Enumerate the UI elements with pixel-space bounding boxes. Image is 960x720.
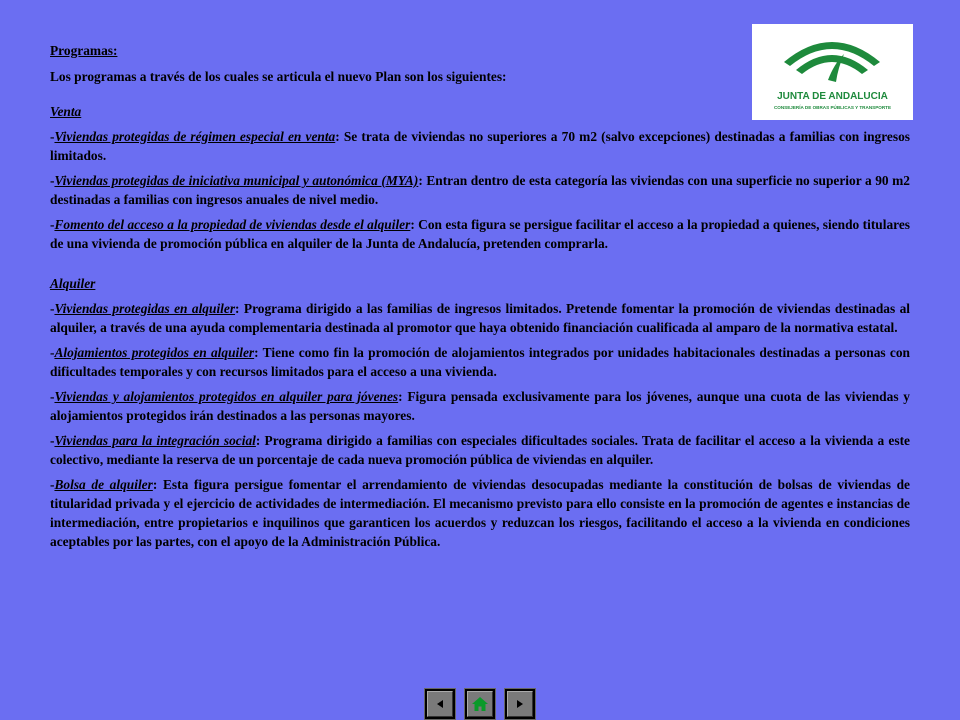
list-item: -Viviendas protegidas de régimen especial en venta: Se trata de viviendas no superiores a 70 m2 (salvo excepciones) destinadas a familias con ingresos limitados. xyxy=(50,129,910,163)
list-item: -Viviendas para la integración social: Programa dirigido a familias con especiales dificultades sociales. Trata de facilitar el acceso a la vivienda a este colectivo, mediante la reserva de un porcentaje de cada nueva promoción pública de viviendas en alquiler. xyxy=(50,433,910,467)
alquiler-heading: Alquiler xyxy=(50,276,96,291)
program-description: : Se trata de viviendas no superiores a 70 m2 (salvo excepciones) destinadas a familias con ingresos limitados. xyxy=(50,129,910,163)
list-item: -Viviendas y alojamientos protegidos en alquiler para jóvenes: Figura pensada exclusivamente para los jóvenes, aunque una cuota de las viviendas y alojamientos protegidos irán destinados a las personas mayores. xyxy=(50,389,910,423)
home-icon xyxy=(471,696,489,712)
venta-heading: Venta xyxy=(50,104,82,119)
left-triangle-icon xyxy=(434,698,446,710)
program-term: Fomento del acceso a la propiedad de viviendas desde el alquiler xyxy=(54,217,411,232)
list-item: -Viviendas protegidas en alquiler: Programa dirigido a las familias de ingresos limitados. Pretende fomentar la promoción de viviendas destinadas al alquiler, a través de una ayuda complementaria destinada al promotor que haya obtenido financiación cualificada al amparo de la normativa estatal. xyxy=(50,301,910,335)
home-button-face xyxy=(467,691,493,717)
next-button[interactable] xyxy=(504,688,536,720)
logo-name: JUNTA DE ANDALUCIA xyxy=(777,91,888,102)
program-term: Viviendas protegidas de iniciativa municipal y autonómica (MYA) xyxy=(54,173,419,188)
previous-button-face xyxy=(427,691,453,717)
program-term: Bolsa de alquiler xyxy=(54,477,153,492)
list-item: -Viviendas protegidas de iniciativa municipal y autonómica (MYA): Entran dentro de esta categoría las viviendas con una superficie no superior a 90 m2 destinadas a familias con ingresos anuales de nivel medio. xyxy=(50,173,910,207)
next-button-face xyxy=(507,691,533,717)
junta-andalucia-emblem-icon xyxy=(752,24,913,120)
list-item: -Fomento del acceso a la propiedad de viviendas desde el alquiler: Con esta figura se persigue facilitar el acceso a la propiedad a quienes, siendo titulares de una vivienda de promoción pública en alquiler de la Junta de Andalucía, pretenden comprarla. xyxy=(50,217,910,251)
logo-department: CONSEJERÍA DE OBRAS PÚBLICAS Y TRANSPORTE xyxy=(773,105,892,110)
list-item: -Alojamientos protegidos en alquiler: Tiene como fin la promoción de alojamientos integrados por unidades habitacionales destinadas a personas con dificultades temporales y con recursos limitados para el acceso a una vivienda. xyxy=(50,345,910,379)
program-description: : Entran dentro de esta categoría las viviendas con una superficie no superior a 90 m2 destinadas a familias con ingresos anuales de nivel medio. xyxy=(50,173,910,207)
program-description: : Tiene como fin la promoción de alojamientos integrados por unidades habitacionales destinadas a personas con dificultades temporales y con recursos limitados para el acceso a una vivienda. xyxy=(50,345,910,379)
program-description: : Programa dirigido a las familias de ingresos limitados. Pretende fomentar la promoción de viviendas destinadas al alquiler, a través de una ayuda complementaria destinada al promotor que haya obtenido financiación cualificada al amparo de la normativa estatal. xyxy=(50,301,910,335)
program-term: Viviendas para la integración social xyxy=(54,433,256,448)
program-description: : Programa dirigido a familias con especiales dificultades sociales. Trata de facilitar el acceso a la vivienda a este colectivo, mediante la reserva de un porcentaje de cada nueva promoción pública de viviendas en alquiler. xyxy=(50,433,910,467)
home-button[interactable] xyxy=(464,688,496,720)
program-term: Viviendas protegidas de régimen especial en venta xyxy=(54,129,336,144)
intro-text: Los programas a través de los cuales se articula el nuevo Plan son los siguientes: xyxy=(50,69,507,84)
alquiler-section xyxy=(50,274,910,551)
section-title: Programas: xyxy=(50,43,118,58)
junta-andalucia-logo xyxy=(752,24,913,120)
program-term: Viviendas y alojamientos protegidos en alquiler para jóvenes xyxy=(54,389,399,404)
program-description: : Figura pensada exclusivamente para los jóvenes, aunque una cuota de las viviendas y alojamientos protegidos irán destinados a las personas mayores. xyxy=(50,389,910,423)
previous-button[interactable] xyxy=(424,688,456,720)
venta-section xyxy=(50,102,910,253)
program-term: Alojamientos protegidos en alquiler xyxy=(54,345,255,360)
program-description: : Esta figura persigue fomentar el arrendamiento de viviendas desocupadas mediante la constitución de bolsas de viviendas de titularidad privada y el ejercicio de actividades de intermediación. El mecanismo previsto para ello consiste en la promoción de agentes e instancias de intermediación, entre propietarios e inquilinos que garanticen los acuerdos y reduzcan los riesgos, facilitando el acceso a la vivienda en condiciones aceptables por las partes, con el apoyo de la Administración Pública. xyxy=(50,477,910,549)
right-triangle-icon xyxy=(514,698,526,710)
program-description: : Con esta figura se persigue facilitar el acceso a la propiedad a quienes, siendo titulares de una vivienda de promoción pública en alquiler de la Junta de Andalucía, pretenden comprarla. xyxy=(50,217,910,251)
slide-navigation xyxy=(424,688,536,720)
program-term: Viviendas protegidas en alquiler xyxy=(54,301,236,316)
list-item: -Bolsa de alquiler: Esta figura persigue fomentar el arrendamiento de viviendas desocupadas mediante la constitución de bolsas de viviendas de titularidad privada y el ejercicio de actividades de intermediación. El mecanismo previsto para ello consiste en la promoción de agentes e instancias de intermediación, entre propietarios e inquilinos que garanticen los acuerdos y reduzcan los riesgos, facilitando el acceso a la vivienda en condiciones aceptables por las partes, con el apoyo de la Administración Pública. xyxy=(50,477,910,549)
